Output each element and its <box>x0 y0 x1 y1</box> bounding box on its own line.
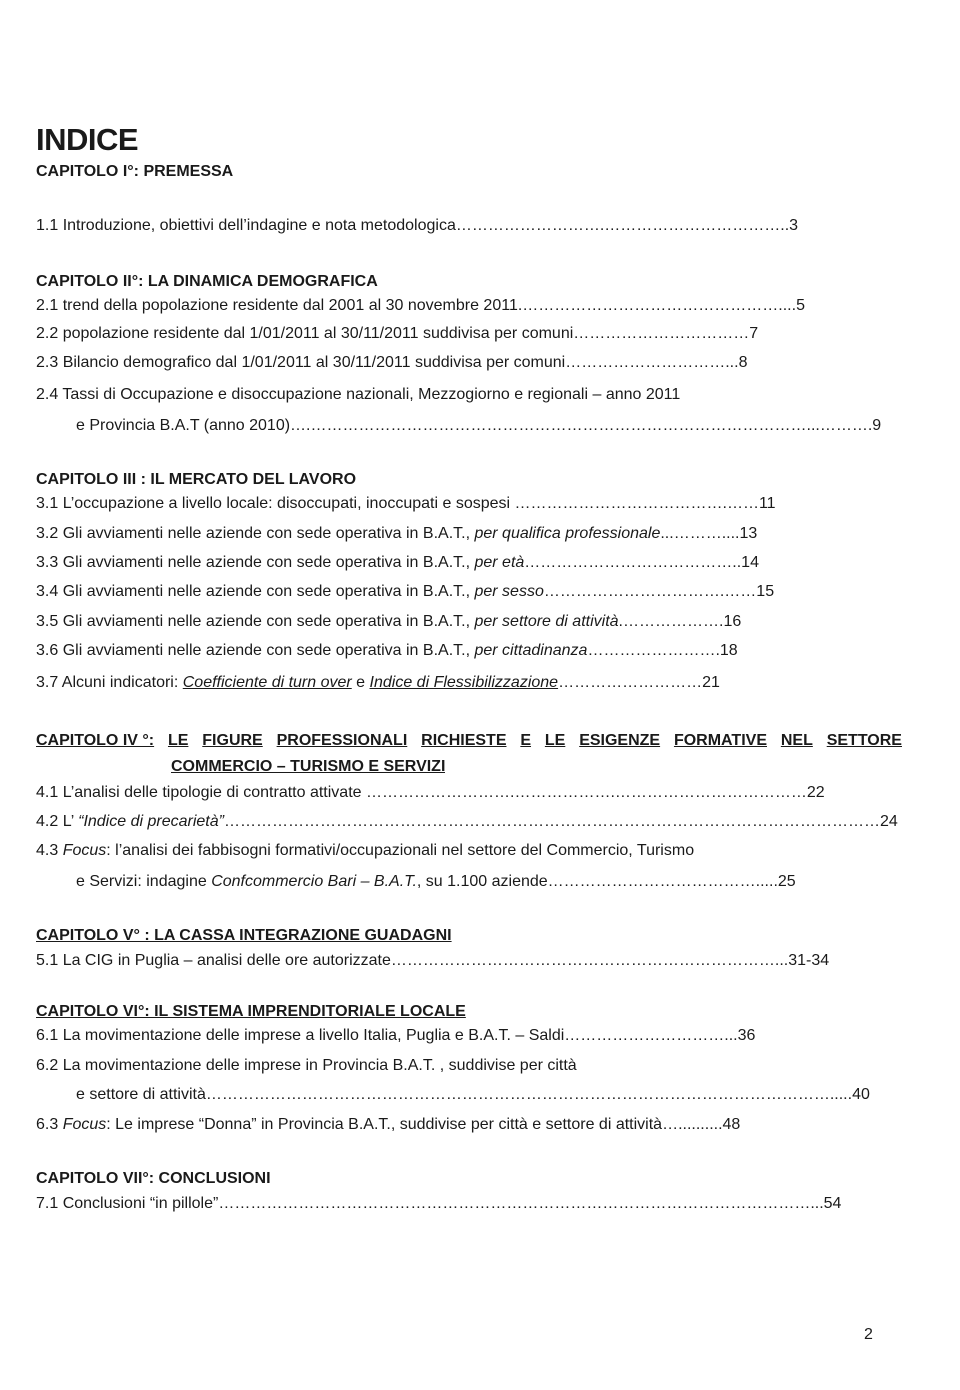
toc-entry[interactable] <box>36 582 774 602</box>
toc-entry[interactable] <box>36 612 741 632</box>
heading-word: RICHIESTE <box>421 732 507 749</box>
entry-text: 6.3 <box>36 1116 63 1133</box>
toc-entry[interactable]: 5.1 La CIG in Puglia – analisi delle ore autorizzate………………………………………………………………...31-34 <box>36 952 830 969</box>
entry-text: 3.2 Gli avviamenti nelle aziende con sede operativa in B.A.T., <box>36 525 475 542</box>
entry-italic: per cittadinanza <box>474 642 588 659</box>
entry-leader: , su 1.100 aziende………………………………….....25 <box>416 873 796 890</box>
toc-entry[interactable]: 6.2 La movimentazione delle imprese in Provincia B.A.T. , suddivise per città <box>36 1057 577 1074</box>
heading-word: PROFESSIONALI <box>276 732 408 749</box>
entry-italic: Focus <box>62 842 107 859</box>
entry-leader: ...………....13 <box>660 525 758 542</box>
entry-text: 4.2 L’ <box>36 813 79 830</box>
entry-italic: Coefficiente di turn over <box>182 674 352 691</box>
heading-word: E <box>520 732 532 749</box>
entry-text: : Le imprese “Donna” in Provincia B.A.T., suddivise per città e settore di attività…..........48 <box>106 1116 741 1133</box>
page-number: 2 <box>864 1326 873 1343</box>
toc-entry-continuation[interactable]: e Provincia B.A.T (anno 2010)….…………………………………………………………………………………...……….9 <box>76 417 882 434</box>
toc-entry[interactable] <box>36 641 738 661</box>
entry-text: 3.3 Gli avviamenti nelle aziende con sede operativa in B.A.T., <box>36 554 475 571</box>
toc-entry[interactable]: 4.1 L’analisi delle tipologie di contratto attivate ……………………….……………….………………………………22 <box>36 784 825 801</box>
toc-entry[interactable]: 2.3 Bilancio demografico dal 1/01/2011 al 30/11/2011 suddivisa per comuni…………………………...8 <box>36 354 748 371</box>
heading-word: NEL <box>780 732 813 749</box>
heading-word: LE <box>544 732 566 749</box>
entry-italic: per settore di attività <box>474 613 619 630</box>
toc-entry[interactable]: 2.4 Tassi di Occupazione e disoccupazione nazionali, Mezzogiorno e regionali – anno 2011 <box>36 386 681 403</box>
toc-entry[interactable]: 2.1 trend della popolazione residente dal 2001 al 30 novembre 2011.…………………………………………....5 <box>36 297 805 314</box>
chapter-heading: CAPITOLO V° : LA CASSA INTEGRAZIONE GUADAGNI <box>36 927 452 944</box>
toc-entry[interactable] <box>36 812 898 832</box>
entry-italic: “Indice di precarietà” <box>78 813 224 830</box>
heading-word: FIGURE <box>202 732 263 749</box>
entry-text: 4.3 <box>36 842 63 859</box>
entry-italic: per sesso <box>474 583 544 600</box>
chapter-heading <box>36 731 902 751</box>
heading-word: SETTORE <box>826 732 902 749</box>
toc-entry[interactable]: 1.1 Introduzione, obiettivi dell’indagine e nota metodologica……………………….……………………………..3 <box>36 217 799 234</box>
heading-word: ESIGENZE <box>579 732 661 749</box>
entry-italic: per età <box>474 554 525 571</box>
toc-entry-continuation[interactable] <box>76 872 796 892</box>
toc-entry[interactable] <box>36 841 694 861</box>
entry-text: 3.5 Gli avviamenti nelle aziende con sede operativa in B.A.T., <box>36 613 475 630</box>
entry-italic: Indice di Flessibilizzazione <box>369 674 559 691</box>
entry-leader: ………………………21 <box>558 674 720 691</box>
toc-entry[interactable] <box>36 673 720 693</box>
entry-text: e Servizi: indagine <box>76 873 212 890</box>
heading-word: FORMATIVE <box>673 732 767 749</box>
entry-leader: …………………………….……15 <box>543 583 775 600</box>
chapter-heading: CAPITOLO I°: PREMESSA <box>36 163 234 180</box>
toc-entry[interactable]: 6.1 La movimentazione delle imprese a livello Italia, Puglia e B.A.T. – Saldi…………………………...36 <box>36 1027 756 1044</box>
entry-text: 3.6 Gli avviamenti nelle aziende con sede operativa in B.A.T., <box>36 642 475 659</box>
entry-leader: …………………….18 <box>587 642 738 659</box>
toc-entry[interactable]: 2.2 popolazione residente dal 1/01/2011 al 30/11/2011 suddivisa per comuni……………………………7 <box>36 325 759 342</box>
entry-text: 3.7 Alcuni indicatori: <box>36 674 183 691</box>
chapter-heading: CAPITOLO III : IL MERCATO DEL LAVORO <box>36 471 357 488</box>
toc-entry[interactable]: 3.1 L’occupazione a livello locale: disoccupati, inoccupati e sospesi ………………………………….……11 <box>36 495 776 512</box>
chapter-heading: CAPITOLO II°: LA DINAMICA DEMOGRAFICA <box>36 273 378 290</box>
entry-leader: …………………………………..14 <box>524 554 759 571</box>
entry-text: 3.4 Gli avviamenti nelle aziende con sede operativa in B.A.T., <box>36 583 475 600</box>
toc-entry[interactable] <box>36 1115 740 1135</box>
toc-entry[interactable] <box>36 553 759 573</box>
chapter-heading: CAPITOLO VI°: IL SISTEMA IMPRENDITORIALE LOCALE <box>36 1003 466 1020</box>
page-title: INDICE <box>36 122 139 157</box>
chapter-heading: CAPITOLO VII°: CONCLUSIONI <box>36 1170 271 1187</box>
chapter-heading-continuation: COMMERCIO – TURISMO E SERVIZI <box>171 758 446 775</box>
heading-word: LE <box>167 732 189 749</box>
entry-text: e <box>351 674 370 691</box>
toc-entry[interactable]: 7.1 Conclusioni “in pillole”…………………………………………………………………………………………………...54 <box>36 1195 842 1212</box>
entry-leader: .……………….16 <box>618 613 742 630</box>
entry-italic: Focus <box>62 1116 107 1133</box>
entry-italic: per qualifica professionale <box>474 525 661 542</box>
entry-italic: Confcommercio Bari – B.A.T. <box>211 873 417 890</box>
entry-text: : l’analisi dei fabbisogni formativi/occupazionali nel settore del Commercio, Turismo <box>106 842 695 859</box>
heading-word: CAPITOLO IV °: <box>36 732 155 749</box>
entry-leader: ……………………………………………………………………………………………………………24 <box>223 813 898 830</box>
toc-entry[interactable] <box>36 524 757 544</box>
toc-entry-continuation[interactable]: e settore di attività……………………………………………………………………………………………………….....40 <box>76 1086 870 1103</box>
